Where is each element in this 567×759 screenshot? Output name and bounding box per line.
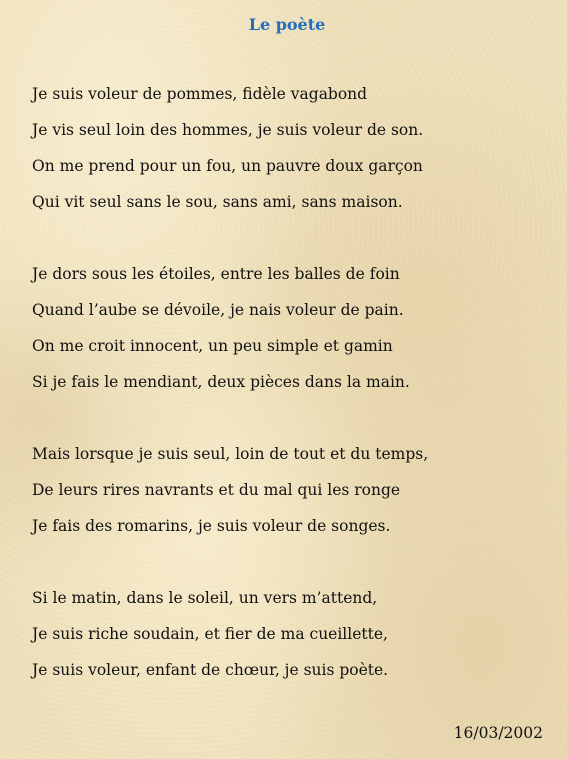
stanza-4: [32, 580, 552, 688]
poem-line: Quand l’aube se dévoile, je nais voleur de pain.: [32, 301, 404, 319]
poem-body: [32, 76, 552, 724]
poem-line: On me croit innocent, un peu simple et gamin: [32, 337, 393, 355]
poem-line: De leurs rires navrants et du mal qui les ronge: [32, 481, 401, 499]
poem-line: On me prend pour un fou, un pauvre doux garçon: [32, 157, 423, 175]
stanza-3: [32, 436, 552, 544]
poem-line: Je dors sous les étoiles, entre les balles de foin: [32, 265, 400, 283]
poem-title: Le poète: [248, 15, 326, 34]
stanza-1: [32, 76, 552, 220]
poem-line: Je vis seul loin des hommes, je suis voleur de son.: [32, 121, 424, 139]
poem-line: Je suis riche soudain, et fier de ma cueillette,: [32, 625, 388, 643]
poem-line: Mais lorsque je suis seul, loin de tout et du temps,: [32, 445, 429, 463]
poem-line: Qui vit seul sans le sou, sans ami, sans maison.: [32, 193, 403, 211]
poem-line: Je suis voleur, enfant de chœur, je suis poète.: [32, 661, 389, 679]
poem-date: 16/03/2002: [453, 724, 543, 742]
poem-line: Je suis voleur de pommes, fidèle vagabond: [32, 85, 368, 103]
stanza-2: [32, 256, 552, 400]
poem-line: Si je fais le mendiant, deux pièces dans la main.: [32, 373, 410, 391]
poem-line: Si le matin, dans le soleil, un vers m’attend,: [32, 589, 378, 607]
poem-line: Je fais des romarins, je suis voleur de songes.: [32, 517, 391, 535]
